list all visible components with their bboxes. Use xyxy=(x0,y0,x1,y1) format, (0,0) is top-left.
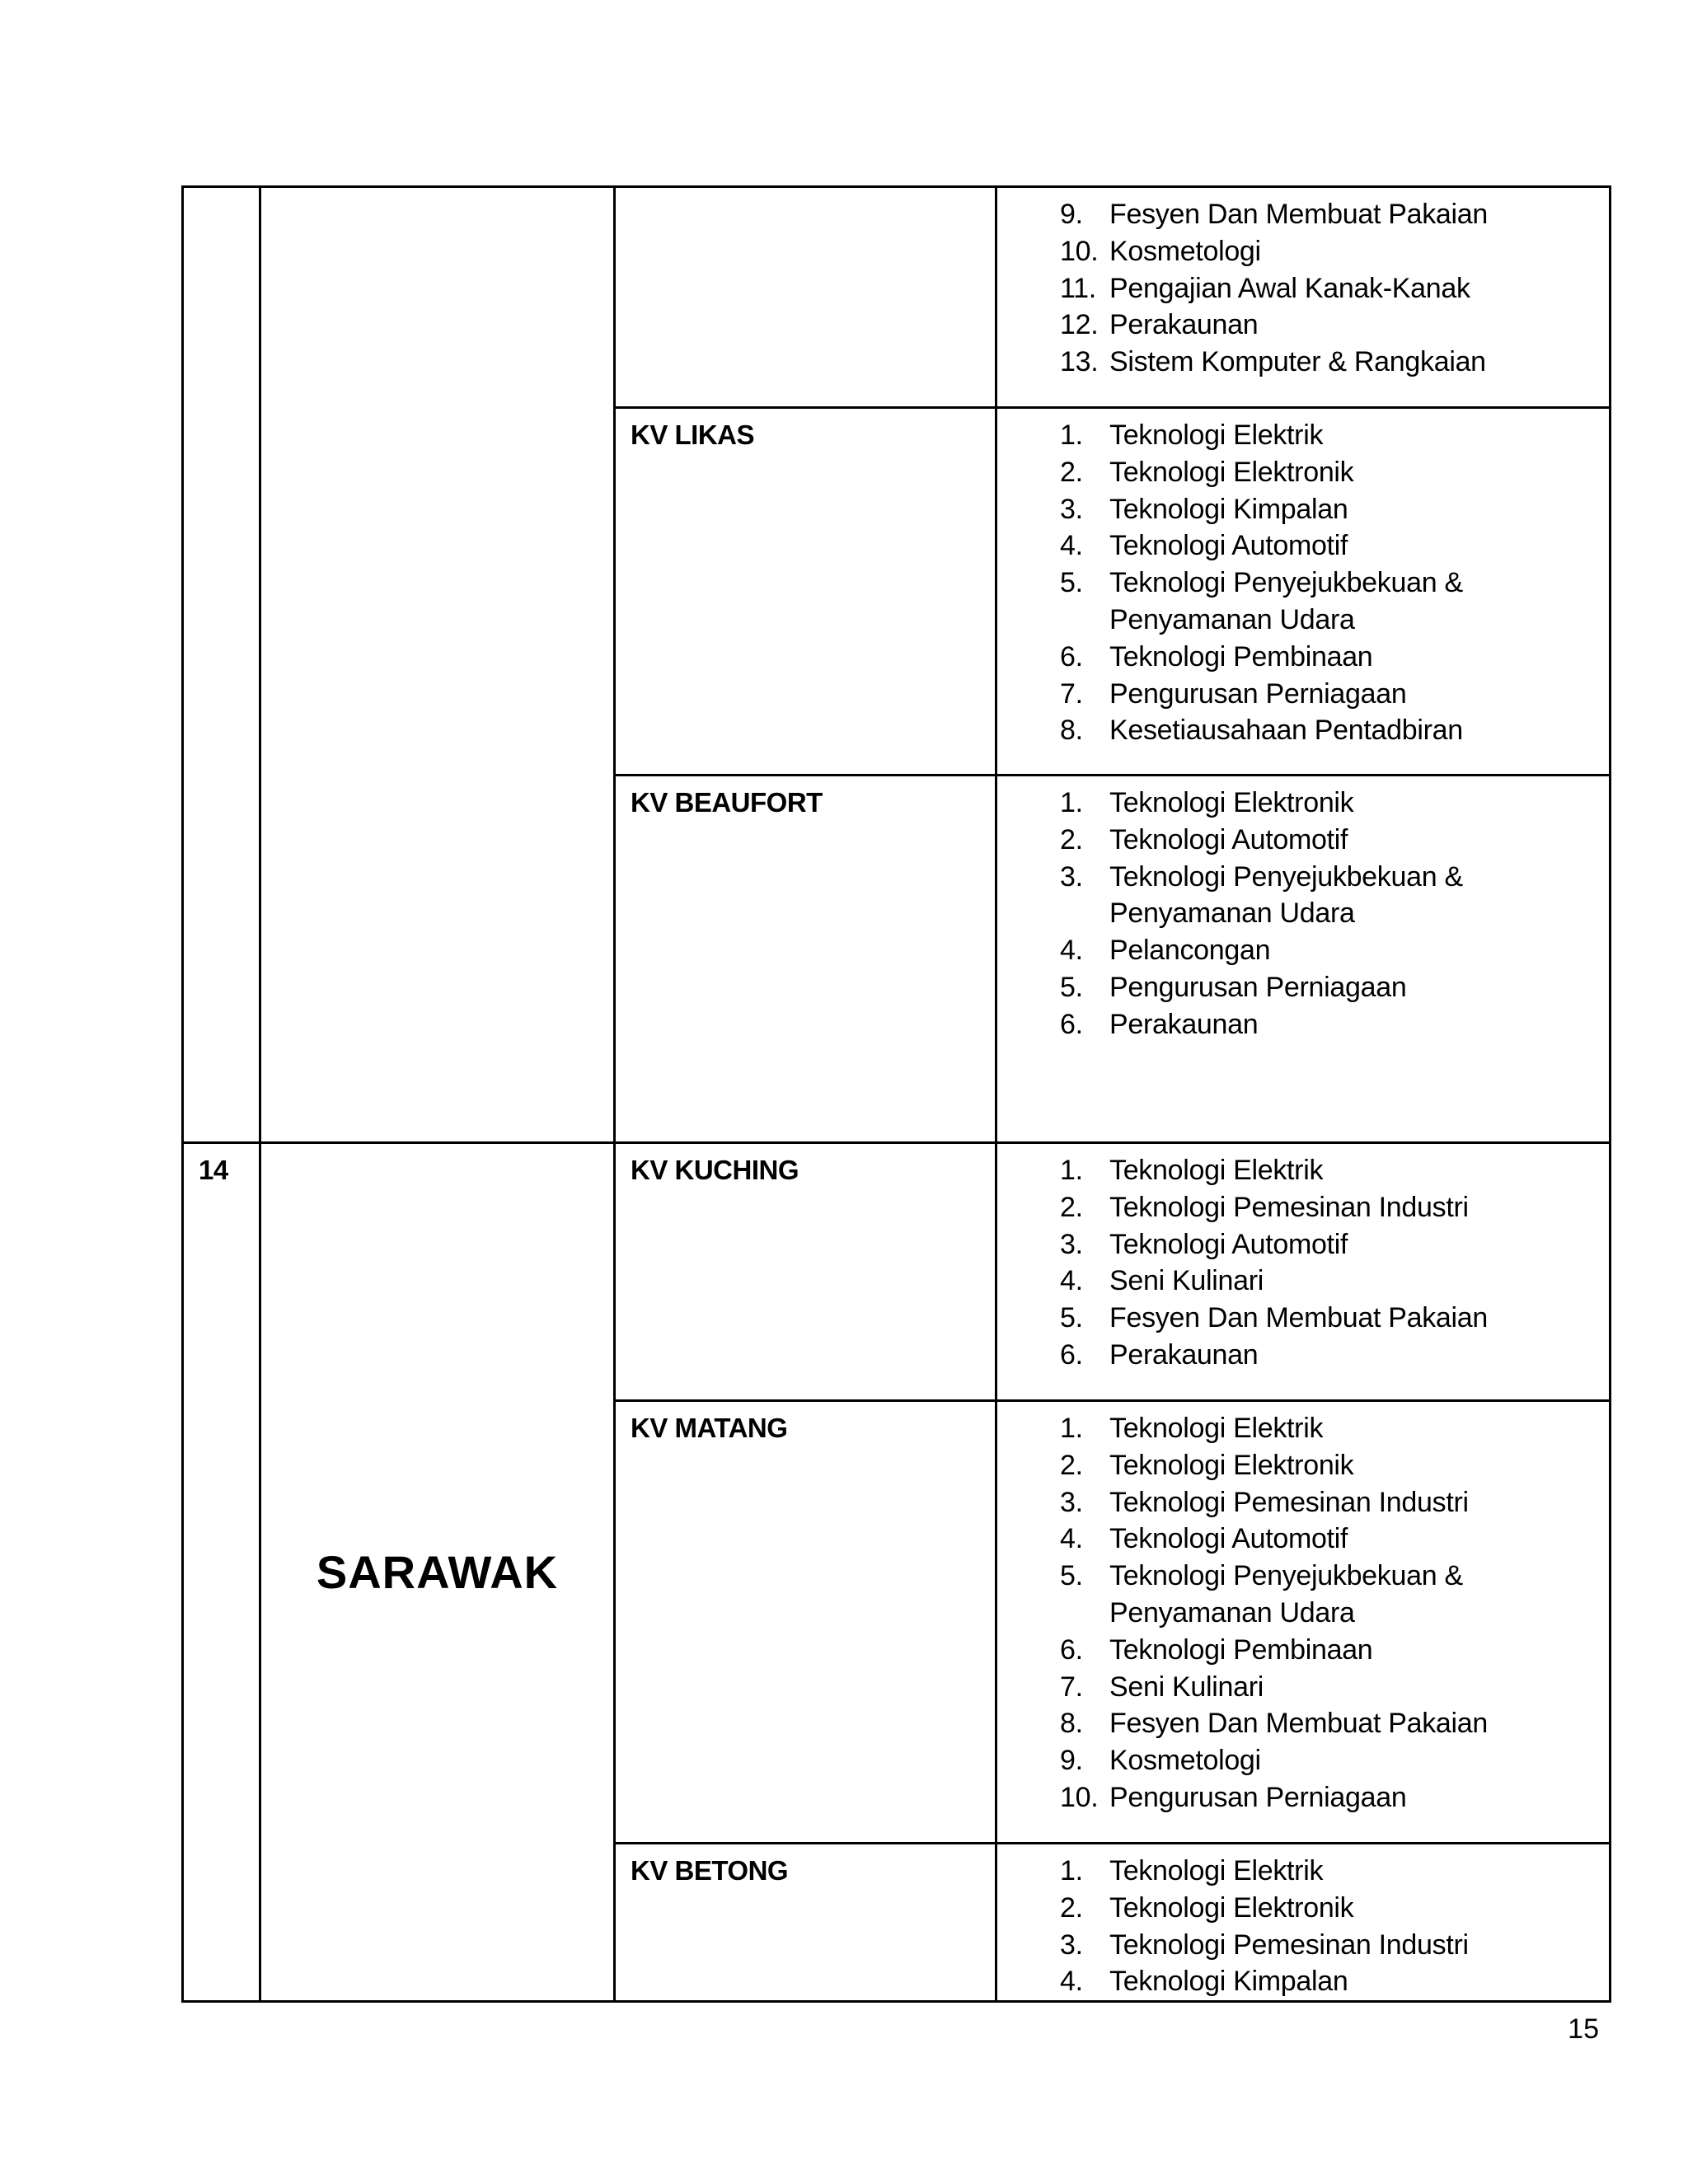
programme-name: Teknologi Elektronik xyxy=(1109,1891,1354,1924)
programme-name: Pengajian Awal Kanak-Kanak xyxy=(1109,272,1470,304)
programme-cell xyxy=(996,408,1611,776)
programme-name: Sistem Komputer & Rangkaian xyxy=(1109,346,1486,378)
programme-name: Teknologi Penyejukbekuan & Penyamanan Udara xyxy=(1109,1560,1463,1629)
programme-name: Seni Kulinari xyxy=(1109,1265,1264,1297)
programme-item xyxy=(997,233,1609,270)
programme-name: Teknologi Pembinaan xyxy=(1109,1633,1373,1666)
programme-item xyxy=(997,1300,1609,1337)
programme-number: 3. xyxy=(1060,1228,1083,1260)
programme-item xyxy=(997,270,1609,307)
row-number xyxy=(184,188,259,196)
programme-number: 10. xyxy=(1060,1781,1099,1813)
programme-number: 2. xyxy=(1060,823,1083,855)
row-number-cell xyxy=(183,1143,260,2002)
programme-number: 6. xyxy=(1060,640,1083,673)
programme-cell xyxy=(996,1844,1611,2002)
programme-name: Kosmetologi xyxy=(1109,1745,1261,1777)
programme-item xyxy=(997,1742,1609,1779)
row-number-cell xyxy=(183,187,260,1143)
programme-number: 4. xyxy=(1060,935,1083,967)
programme-number: 7. xyxy=(1060,1671,1083,1703)
programme-list xyxy=(997,1402,1609,1816)
row-number: 14 xyxy=(199,1155,228,1185)
programme-number: 2. xyxy=(1060,1891,1083,1924)
college-name: KV BETONG xyxy=(631,1855,789,1886)
state-name: SARAWAK xyxy=(316,1546,559,1599)
programme-number: 2. xyxy=(1060,1449,1083,1481)
college-name: KV BEAUFORT xyxy=(631,787,823,818)
college-cell xyxy=(615,1844,996,2002)
programme-item xyxy=(997,1890,1609,1927)
programme-item xyxy=(997,1705,1609,1742)
programme-cell xyxy=(996,776,1611,1143)
programme-item xyxy=(997,527,1609,565)
programme-name: Teknologi Kimpalan xyxy=(1109,1966,1348,1998)
college-cell xyxy=(615,187,996,408)
programme-name: Kosmetologi xyxy=(1109,235,1261,267)
programme-name: Teknologi Elektrik xyxy=(1109,1855,1324,1886)
programme-cell xyxy=(996,1401,1611,1844)
programme-name: Teknologi Penyejukbekuan & Penyamanan Udara xyxy=(1109,860,1463,930)
programme-item xyxy=(997,417,1609,454)
programme-item xyxy=(997,454,1609,491)
programme-item xyxy=(997,1632,1609,1669)
programme-item xyxy=(997,307,1609,344)
college-name xyxy=(616,188,995,196)
programme-number: 5. xyxy=(1060,1302,1083,1334)
programme-item xyxy=(997,1447,1609,1484)
programme-number: 4. xyxy=(1060,1265,1083,1297)
programme-list xyxy=(997,776,1609,1043)
programme-cell xyxy=(996,187,1611,408)
programme-item xyxy=(997,1669,1609,1706)
programme-name: Teknologi Elektrik xyxy=(1109,419,1324,451)
programme-list xyxy=(997,1844,1609,2000)
page-number: 15 xyxy=(1568,2013,1599,2045)
programme-number: 6. xyxy=(1060,1633,1083,1666)
programme-name: Fesyen Dan Membuat Pakaian xyxy=(1109,199,1489,230)
programme-item xyxy=(997,1226,1609,1263)
programme-name: Teknologi Pembinaan xyxy=(1109,640,1373,673)
programme-name: Perakaunan xyxy=(1109,1338,1259,1371)
programme-name: Perakaunan xyxy=(1109,309,1259,341)
programme-number: 12. xyxy=(1060,309,1099,341)
programme-number: 1. xyxy=(1060,787,1083,818)
programme-name: Kesetiausahaan Pentadbiran xyxy=(1109,715,1463,747)
college-name: KV KUCHING xyxy=(631,1155,799,1185)
programme-list xyxy=(997,1144,1609,1374)
programme-number: 3. xyxy=(1060,860,1083,893)
programme-number: 5. xyxy=(1060,971,1083,1003)
programme-name: Teknologi Penyejukbekuan & Penyamanan Udara xyxy=(1109,567,1463,635)
programme-number: 5. xyxy=(1060,1560,1083,1592)
programme-number: 8. xyxy=(1060,715,1083,747)
programme-item xyxy=(997,1263,1609,1300)
programme-number: 6. xyxy=(1060,1338,1083,1371)
programme-item xyxy=(997,1521,1609,1558)
programme-item xyxy=(997,491,1609,528)
programme-number: 1. xyxy=(1060,419,1083,451)
programme-item xyxy=(997,1927,1609,1964)
programme-item xyxy=(997,1484,1609,1521)
programme-item xyxy=(997,1410,1609,1447)
programme-item xyxy=(997,969,1609,1006)
programme-cell xyxy=(996,1143,1611,1401)
programme-item xyxy=(997,196,1609,233)
table-row xyxy=(183,1143,1611,1401)
programme-name: Teknologi Automotif xyxy=(1109,1523,1348,1555)
programme-number: 8. xyxy=(1060,1708,1083,1740)
programme-number: 5. xyxy=(1060,567,1083,599)
programme-item xyxy=(997,712,1609,749)
programme-item xyxy=(997,344,1609,381)
programme-name: Teknologi Automotif xyxy=(1109,823,1348,855)
programme-number: 4. xyxy=(1060,530,1083,562)
programme-number: 2. xyxy=(1060,456,1083,488)
programme-number: 1. xyxy=(1060,1155,1083,1186)
college-cell xyxy=(615,776,996,1143)
programme-name: Teknologi Kimpalan xyxy=(1109,493,1348,525)
programme-item xyxy=(997,859,1609,933)
programme-item xyxy=(997,822,1609,859)
programme-number: 13. xyxy=(1060,346,1099,378)
programme-item xyxy=(997,1779,1609,1816)
college-cell xyxy=(615,408,996,776)
programme-number: 4. xyxy=(1060,1523,1083,1555)
programme-list xyxy=(997,188,1609,381)
college-programme-table xyxy=(181,185,1611,2003)
programme-name: Teknologi Pemesinan Industri xyxy=(1109,1191,1469,1223)
programme-number: 6. xyxy=(1060,1008,1083,1040)
programme-item xyxy=(997,1006,1609,1043)
programme-number: 4. xyxy=(1060,1966,1083,1998)
programme-item xyxy=(997,565,1609,639)
programme-name: Teknologi Automotif xyxy=(1109,1228,1348,1260)
programme-name: Pelancongan xyxy=(1109,935,1271,967)
programme-number: 10. xyxy=(1060,235,1099,267)
programme-number: 3. xyxy=(1060,1929,1083,1961)
programme-name: Teknologi Elektrik xyxy=(1109,1155,1324,1186)
programme-item xyxy=(997,1189,1609,1226)
college-name: KV LIKAS xyxy=(631,419,755,450)
state-cell xyxy=(260,187,615,1143)
programme-name: Pengurusan Perniagaan xyxy=(1109,677,1407,710)
programme-item xyxy=(997,1558,1609,1632)
programme-name: Seni Kulinari xyxy=(1109,1671,1264,1703)
programme-number: 3. xyxy=(1060,1486,1083,1518)
programme-item xyxy=(997,1853,1609,1890)
programme-item xyxy=(997,1152,1609,1189)
state-cell xyxy=(260,1143,615,2002)
programme-item xyxy=(997,785,1609,822)
programme-item xyxy=(997,639,1609,676)
programme-name: Perakaunan xyxy=(1109,1008,1259,1040)
programme-list xyxy=(997,409,1609,749)
programme-name: Pengurusan Perniagaan xyxy=(1109,971,1407,1003)
college-cell xyxy=(615,1401,996,1844)
programme-name: Teknologi Elektronik xyxy=(1109,787,1354,818)
programme-item xyxy=(997,1963,1609,2000)
programme-number: 1. xyxy=(1060,1855,1083,1886)
programme-name: Fesyen Dan Membuat Pakaian xyxy=(1109,1708,1489,1740)
programme-number: 9. xyxy=(1060,1745,1083,1777)
programme-name: Fesyen Dan Membuat Pakaian xyxy=(1109,1302,1489,1334)
programme-name: Teknologi Elektronik xyxy=(1109,456,1354,488)
programme-item xyxy=(997,932,1609,969)
programme-number: 1. xyxy=(1060,1413,1083,1444)
programme-name: Teknologi Pemesinan Industri xyxy=(1109,1929,1469,1961)
programme-number: 2. xyxy=(1060,1191,1083,1223)
college-name: KV MATANG xyxy=(631,1413,788,1443)
programme-name: Teknologi Automotif xyxy=(1109,530,1348,562)
programme-item xyxy=(997,1337,1609,1374)
programme-number: 3. xyxy=(1060,493,1083,525)
programme-number: 11. xyxy=(1060,272,1096,304)
table-row xyxy=(183,187,1611,408)
programme-item xyxy=(997,676,1609,713)
college-cell xyxy=(615,1143,996,1401)
programme-number: 9. xyxy=(1060,199,1083,230)
programme-name: Pengurusan Perniagaan xyxy=(1109,1781,1407,1813)
programme-number: 7. xyxy=(1060,677,1083,710)
programme-name: Teknologi Elektronik xyxy=(1109,1449,1354,1481)
programme-name: Teknologi Pemesinan Industri xyxy=(1109,1486,1469,1518)
programme-name: Teknologi Elektrik xyxy=(1109,1413,1324,1444)
